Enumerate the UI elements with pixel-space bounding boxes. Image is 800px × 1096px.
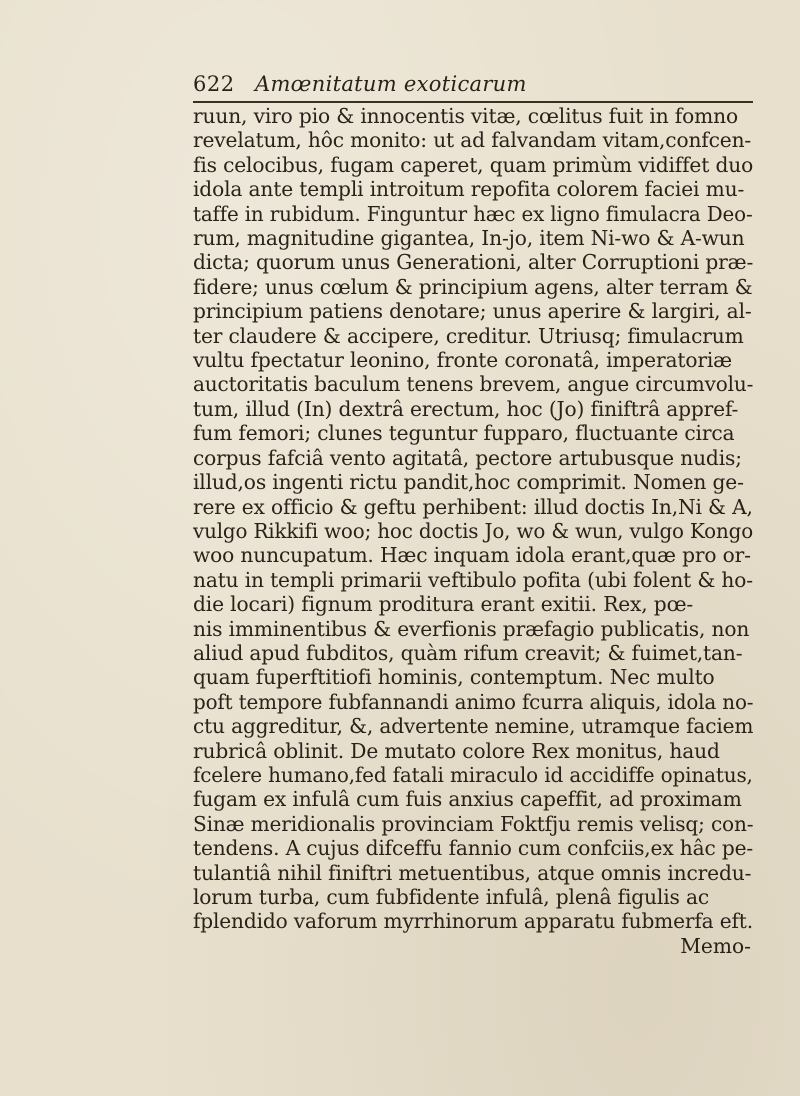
text-line: fidere; unus cœlum & principium agens, alter terram & [193,274,753,299]
text-line: aliud apud fubditos, quàm rifum creavit; & fuimet,tan- [193,640,743,665]
text-line: poft tempore fubfannandi animo fcurra aliquis, idola no- [193,689,754,714]
text-line: quam fuperftitiofi hominis, contemptum. Nec multo [193,665,715,690]
text-line: die locari) fignum proditura erant exitii. Rex, pœ- [193,592,694,617]
text-line: vultu fpectatur leonino, fronte coronatâ, imperatoriæ [193,348,732,373]
text-line: dicta; quorum unus Generationi, alter Corruptioni præ- [193,250,754,275]
text-line: fugam ex infulâ cum fuis anxius capeffit, ad proximam [193,787,742,812]
text-line: tulantiâ nihil finiftri metuentibus, atque omnis incredu- [193,860,752,885]
catchword: Memo- [680,933,751,958]
text-line: idola ante templi introitum repofita colorem faciei mu- [193,177,745,202]
text-line: ctu aggreditur, &, advertente nemine, utramque faciem [193,714,754,739]
text-line: principium patiens denotare; unus aperire & largiri, al- [193,299,752,324]
text-line: tum, illud (In) dextrâ erectum, hoc (Jo) finiftrâ appref- [193,396,739,421]
text-line: fplendido vaforum myrrhinorum apparatu fubmerfa eft. [193,909,753,934]
text-line: corpus fafciâ vento agitatâ, pectore artubusque nudis; [193,445,742,470]
running-title: Amœnitatum exoticarum [255,72,527,96]
text-line: rum, magnitudine gigantea, In-jo, item Ni-wo & A-wun [193,226,745,251]
text-line: Sinæ meridionalis provinciam Foktfju remis velisq; con- [193,811,754,836]
text-line: taffe in rubidum. Finguntur hæc ex ligno fimulacra Deo- [193,201,753,226]
text-line: natu in templi primarii veftibulo pofita (ubi folent & ho- [193,567,753,592]
text-line: auctoritatis baculum tenens brevem, angue circumvolu- [193,372,754,397]
text-line: ter claudere & accipere, creditur. Utriusq; fimulacrum [193,323,744,348]
text-line: fis celocibus, fugam caperet, quam primùm vidiffet duo [193,152,754,177]
text-line: revelatum, hôc monito: ut ad falvandam vitam,confcen- [193,128,752,153]
text-line: tendens. A cujus difceffu fannio cum confciis,ex hâc pe- [193,836,754,861]
body-text [193,104,753,958]
text-line: fum femori; clunes teguntur fupparo, fluctuante circa [193,421,735,446]
page-header [193,70,753,100]
text-line: ruun, viro pio & innocentis vitæ, cœlitus fuit in fomno [193,104,738,128]
text-line: fcelere humano,fed fatali miraculo id accidiffe opinatus, [193,762,753,787]
text-line: lorum turba, cum fubfidente infulâ, plenâ figulis ac [193,885,710,909]
text-line: illud,os ingenti rictu pandit,hoc comprimit. Nomen ge- [193,470,744,495]
text-line: rere ex officio & geftu perhibent: illud doctis In,Ni & A, [193,494,753,519]
page-number: 622 [193,72,235,96]
text-line: vulgo Rikkifi woo; hoc doctis Jo, wo & wun, vulgo Kongo [193,518,754,543]
text-line: rubricâ oblinit. De mutato colore Rex monitus, haud [193,738,720,763]
text-line: nis imminentibus & everfionis præfagio publicatis, non [193,616,750,641]
text-line: woo nuncupatum. Hæc inquam idola erant,quæ pro or- [193,543,751,568]
header-rule [193,101,753,103]
